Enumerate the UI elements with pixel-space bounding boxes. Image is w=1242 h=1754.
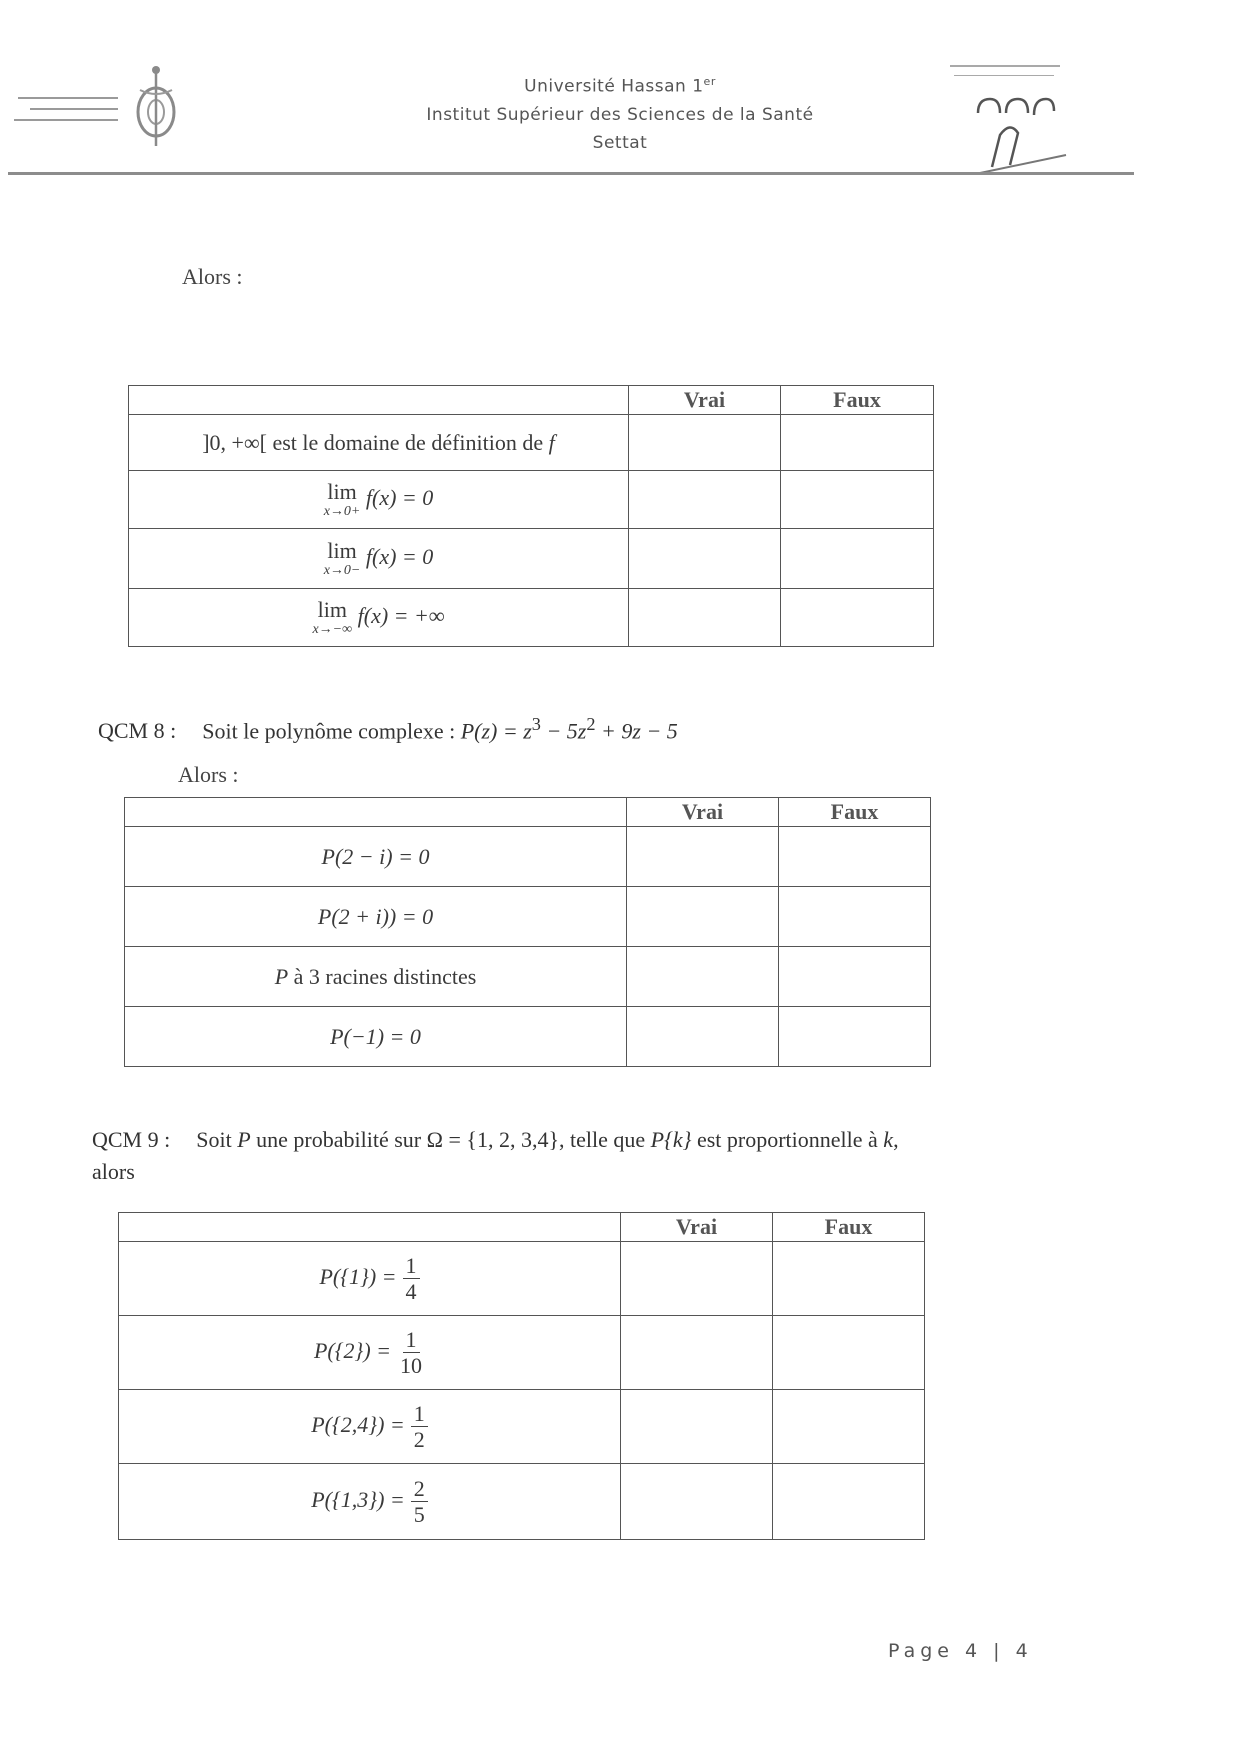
faux-checkbox-cell[interactable]	[773, 1242, 925, 1316]
col-vrai-header: Vrai	[627, 798, 779, 827]
table-row	[129, 589, 934, 647]
answer-table-qcm8	[124, 797, 931, 1067]
statement-cell: P à 3 racines distinctes	[125, 947, 627, 1007]
answer-table-qcm9	[118, 1212, 925, 1540]
vrai-checkbox-cell[interactable]	[629, 415, 781, 471]
vrai-checkbox-cell[interactable]	[627, 1007, 779, 1067]
vrai-checkbox-cell[interactable]	[621, 1390, 773, 1464]
table-row	[125, 887, 931, 947]
statement-cell: P({1}) = $\frac{1}{4}$	[119, 1242, 621, 1316]
table-header-empty	[129, 386, 629, 415]
table-row	[129, 415, 934, 471]
statement-cell: lim x→−∞ f(x) = +∞	[129, 589, 629, 647]
page-header	[0, 0, 1242, 190]
faux-checkbox-cell[interactable]	[781, 415, 934, 471]
statement-cell: P(2 − i) = 0	[125, 827, 627, 887]
page-number: Page 4 | 4	[888, 1640, 1033, 1662]
alors-label-1: Alors :	[182, 264, 243, 289]
faux-checkbox-cell[interactable]	[773, 1464, 925, 1540]
table-row	[119, 1242, 925, 1316]
faux-checkbox-cell[interactable]	[779, 887, 931, 947]
statement-cell: lim x→0− f(x) = 0	[129, 529, 629, 589]
qcm8-label: QCM 8 :	[98, 718, 177, 744]
vrai-checkbox-cell[interactable]	[629, 529, 781, 589]
header-divider	[8, 172, 1134, 175]
vrai-checkbox-cell[interactable]	[627, 947, 779, 1007]
vrai-checkbox-cell[interactable]	[621, 1316, 773, 1390]
statement-cell: P({2,4}) = $\frac{1}{2}$	[119, 1390, 621, 1464]
university-seal-icon	[970, 85, 1070, 175]
header-title-block	[300, 68, 940, 157]
faux-checkbox-cell[interactable]	[781, 589, 934, 647]
table-header-empty	[119, 1213, 621, 1242]
table-row	[119, 1316, 925, 1390]
university-name: Université Hassan 1er	[524, 75, 716, 97]
faux-checkbox-cell[interactable]	[773, 1390, 925, 1464]
city-name: Settat	[592, 132, 648, 153]
table-row	[129, 529, 934, 589]
table-row	[125, 1007, 931, 1067]
col-vrai-header: Vrai	[629, 386, 781, 415]
caduceus-emblem-icon	[126, 60, 186, 150]
statement-cell: P({2}) = $\frac{1}{10}$	[119, 1316, 621, 1390]
col-faux-header: Faux	[781, 386, 934, 415]
table-row	[119, 1390, 925, 1464]
col-vrai-header: Vrai	[621, 1213, 773, 1242]
qcm9-label: QCM 9 :	[92, 1127, 171, 1152]
table-row	[125, 827, 931, 887]
statement-cell: ]0, +∞[ est le domaine de définition de f	[129, 415, 629, 471]
vrai-checkbox-cell[interactable]	[621, 1464, 773, 1540]
faux-checkbox-cell[interactable]	[779, 947, 931, 1007]
statement-cell: P({1,3}) = $\frac{2}{5}$	[119, 1464, 621, 1540]
vrai-checkbox-cell[interactable]	[621, 1242, 773, 1316]
vrai-checkbox-cell[interactable]	[629, 589, 781, 647]
institute-logo	[8, 60, 188, 150]
col-faux-header: Faux	[779, 798, 931, 827]
faux-checkbox-cell[interactable]	[779, 1007, 931, 1067]
statement-cell: lim x→0+ f(x) = 0	[129, 471, 629, 529]
institute-name: Institut Supérieur des Sciences de la Santé	[426, 104, 814, 125]
faux-checkbox-cell[interactable]	[781, 471, 934, 529]
col-faux-header: Faux	[773, 1213, 925, 1242]
statement-cell: P(2 + i)) = 0	[125, 887, 627, 947]
faux-checkbox-cell[interactable]	[773, 1316, 925, 1390]
qcm9-question: QCM 9 : Soit P une probabilité sur Ω = {1, 2, 3,4}, telle que P{k} est proportionnelle à k, alors	[92, 1127, 899, 1184]
vrai-checkbox-cell[interactable]	[629, 471, 781, 529]
table-row	[129, 471, 934, 529]
qcm8-question: QCM 8 : Soit le polynôme complexe : $P(z) = z^3 - 5z^2 + 9z - 5$	[98, 714, 678, 744]
faux-checkbox-cell[interactable]	[781, 529, 934, 589]
faux-checkbox-cell[interactable]	[779, 827, 931, 887]
table-row	[125, 947, 931, 1007]
vrai-checkbox-cell[interactable]	[627, 827, 779, 887]
statement-cell: P(−1) = 0	[125, 1007, 627, 1067]
answer-table-1	[128, 385, 934, 647]
arabic-institute-name-lines	[8, 88, 118, 130]
alors-label-2: Alors :	[178, 762, 239, 787]
table-row	[119, 1464, 925, 1540]
table-header-empty	[125, 798, 627, 827]
university-logo	[940, 55, 1090, 175]
vrai-checkbox-cell[interactable]	[627, 887, 779, 947]
